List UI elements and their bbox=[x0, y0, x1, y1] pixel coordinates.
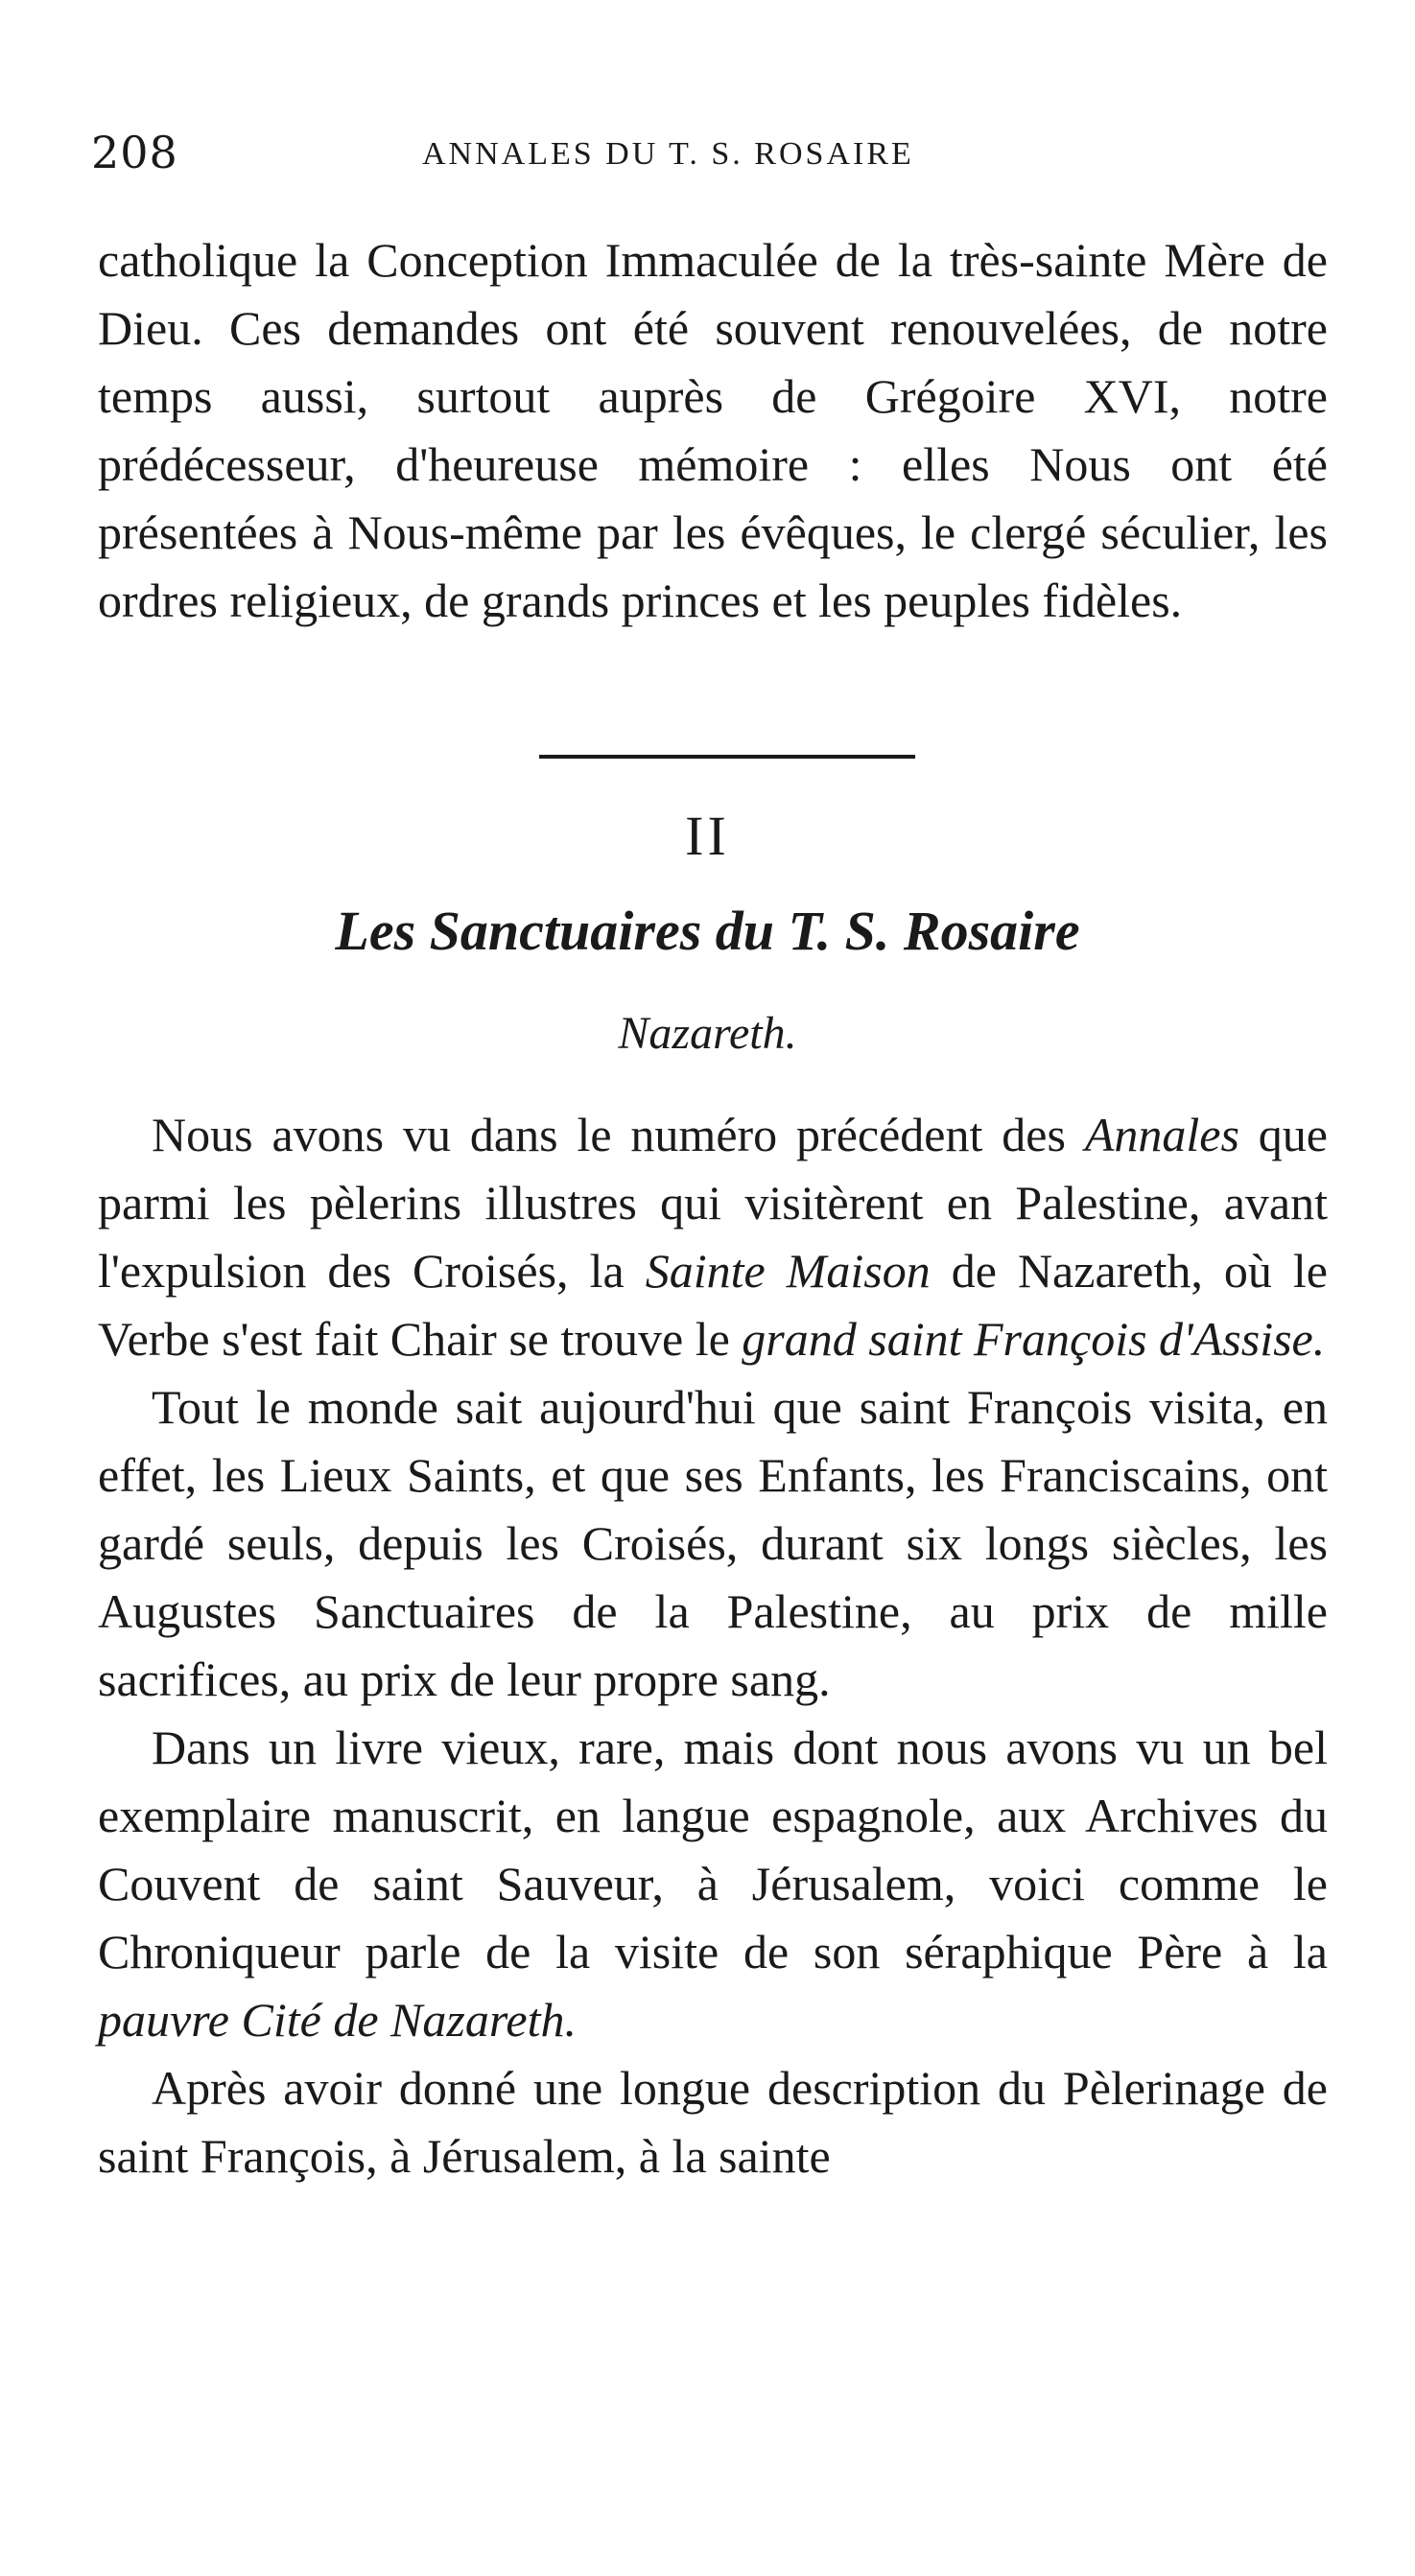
section-numeral: II bbox=[685, 805, 730, 867]
paragraph-1-italic-saint-francois: grand saint François d'Assise. bbox=[742, 1312, 1326, 1366]
paragraph-1-part-e: de Nazareth, où le Verbe s'est fait Chair se trouve le bbox=[98, 1244, 1329, 1366]
paragraph-4: Après avoir donné une longue description du Pèlerinage de saint François, à Jérusalem, à la sainte bbox=[98, 2061, 1328, 2183]
paragraph-3-part-a: Dans un livre vieux, rare, mais dont nous avons vu un bel exemplaire manuscrit, en langue espagnole, aux Archives du Couvent de saint Sauveur, à Jérusalem, voici comme le Chroniqueur parle de la visite de son séraphique Père à la bbox=[98, 1721, 1328, 1979]
section-divider bbox=[539, 755, 915, 759]
section-title: Les Sanctuaires du T. S. Rosaire bbox=[335, 900, 1080, 962]
paragraph-1-italic-sainte-maison: Sainte Maison bbox=[645, 1244, 931, 1298]
page-number: 208 bbox=[91, 127, 178, 178]
paragraph-1-part-a: Nous avons vu dans le numéro précédent des bbox=[152, 1108, 1085, 1161]
page-header bbox=[91, 127, 1329, 184]
continuation-text: catholique la Conception Immaculée de la très-sainte Mère de Dieu. Ces demandes ont été souvent renouvelées, de notre temps aussi, surtout auprès de Grégoire XVI, notre prédécesseur, d'heureuse mémoire : elles Nous ont été présentées à Nous-même par les évêques, le clergé séculier, les ordres religieux, de grands princes et les peuples fidèles. bbox=[98, 233, 1328, 627]
article-body bbox=[98, 1101, 1328, 2190]
paragraph-3 bbox=[98, 1714, 1328, 2054]
paragraph-1-part-c: que parmi les pèlerins illustres qui visitèrent en Palestine, avant l'expulsion des Croisés, la bbox=[98, 1108, 1328, 1298]
paragraph-2: Tout le monde sait aujourd'hui que saint François visita, en effet, les Lieux Saints, et que ses Enfants, les Franciscains, ont gardé seuls, depuis les Croisés, durant six longs siècles, les Augustes Sanctuaires de la Palestine, au prix de mille sacrifices, au prix de leur propre sang. bbox=[98, 1380, 1328, 1706]
running-head: ANNALES DU T. S. ROSAIRE bbox=[422, 136, 914, 172]
paragraph-3-italic-nazareth: pauvre Cité de Nazareth. bbox=[98, 1993, 577, 2047]
paragraph-1 bbox=[98, 1101, 1328, 1373]
paragraph-1-italic-annales: Annales bbox=[1084, 1108, 1239, 1161]
continuation-paragraph bbox=[98, 226, 1328, 635]
section-subtitle: Nazareth. bbox=[618, 1008, 797, 1059]
